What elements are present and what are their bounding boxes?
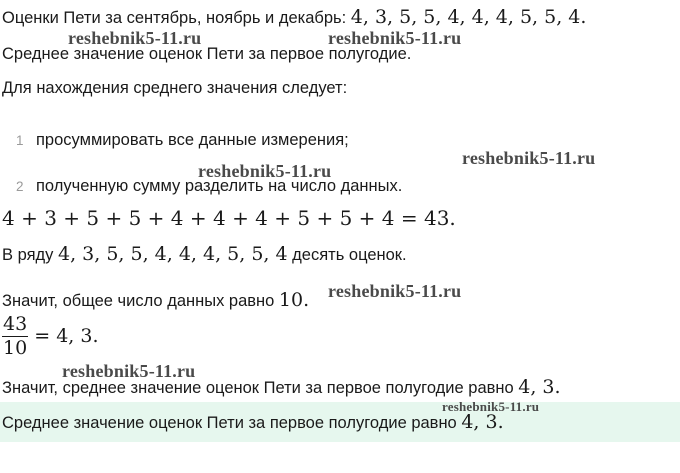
count-row: 4, 3, 5, 5, 4, 4, 4, 5, 5, 4 [57,243,288,265]
watermark: reshebnik5-11.ru [328,28,462,48]
count-prefix: В ряду [2,246,58,264]
fraction-result: = 4, 3. [34,325,99,347]
step-text: полученную сумму разделить на число данных. [36,177,403,195]
step-item [16,177,402,196]
count-line [2,243,407,265]
answer-value: 4, 3. [461,411,504,433]
watermark: reshebnik5-11.ru [442,399,540,414]
answer-line [2,411,504,433]
conclusion-line [2,376,561,398]
step-number: 1 [16,133,24,148]
total-value: 10. [278,289,310,311]
step-number: 2 [16,179,24,194]
answer-prefix: Среднее значение оценок Пети за первое полугодие равно [2,414,462,432]
task-statement: Среднее значение оценок Пети за первое полугодие. [2,45,412,63]
fraction [2,313,28,359]
fraction-numerator: 43 [3,313,28,335]
fraction-denominator: 10 [3,337,28,359]
conclusion-prefix: Значит, среднее значение оценок Пети за первое полугодие равно [2,379,519,397]
fraction-equation [2,313,99,359]
watermark: reshebnik5-11.ru [328,281,462,301]
count-suffix: десять оценок. [287,246,407,264]
step-text: просуммировать все данные измерения; [36,131,349,149]
total-prefix: Значит, общее число данных равно [2,292,279,310]
watermark: reshebnik5-11.ru [198,161,332,181]
grades-line [2,6,586,28]
grades-intro-text: Оценки Пети за сентябрь, ноябрь и декабрь: [2,9,351,27]
watermark: reshebnik5-11.ru [462,148,596,168]
step-item [16,131,349,150]
total-line [2,289,309,311]
method-heading: Для нахождения среднего значения следует: [2,79,348,97]
conclusion-value: 4, 3. [518,376,561,398]
watermark: reshebnik5-11.ru [68,28,202,48]
sum-equation: 4 + 3 + 5 + 5 + 4 + 4 + 4 + 5 + 5 + 4 = 43. [2,206,456,230]
grades-list: 4, 3, 5, 5, 4, 4, 4, 5, 5, 4. [350,6,587,28]
watermark: reshebnik5-11.ru [62,361,196,381]
